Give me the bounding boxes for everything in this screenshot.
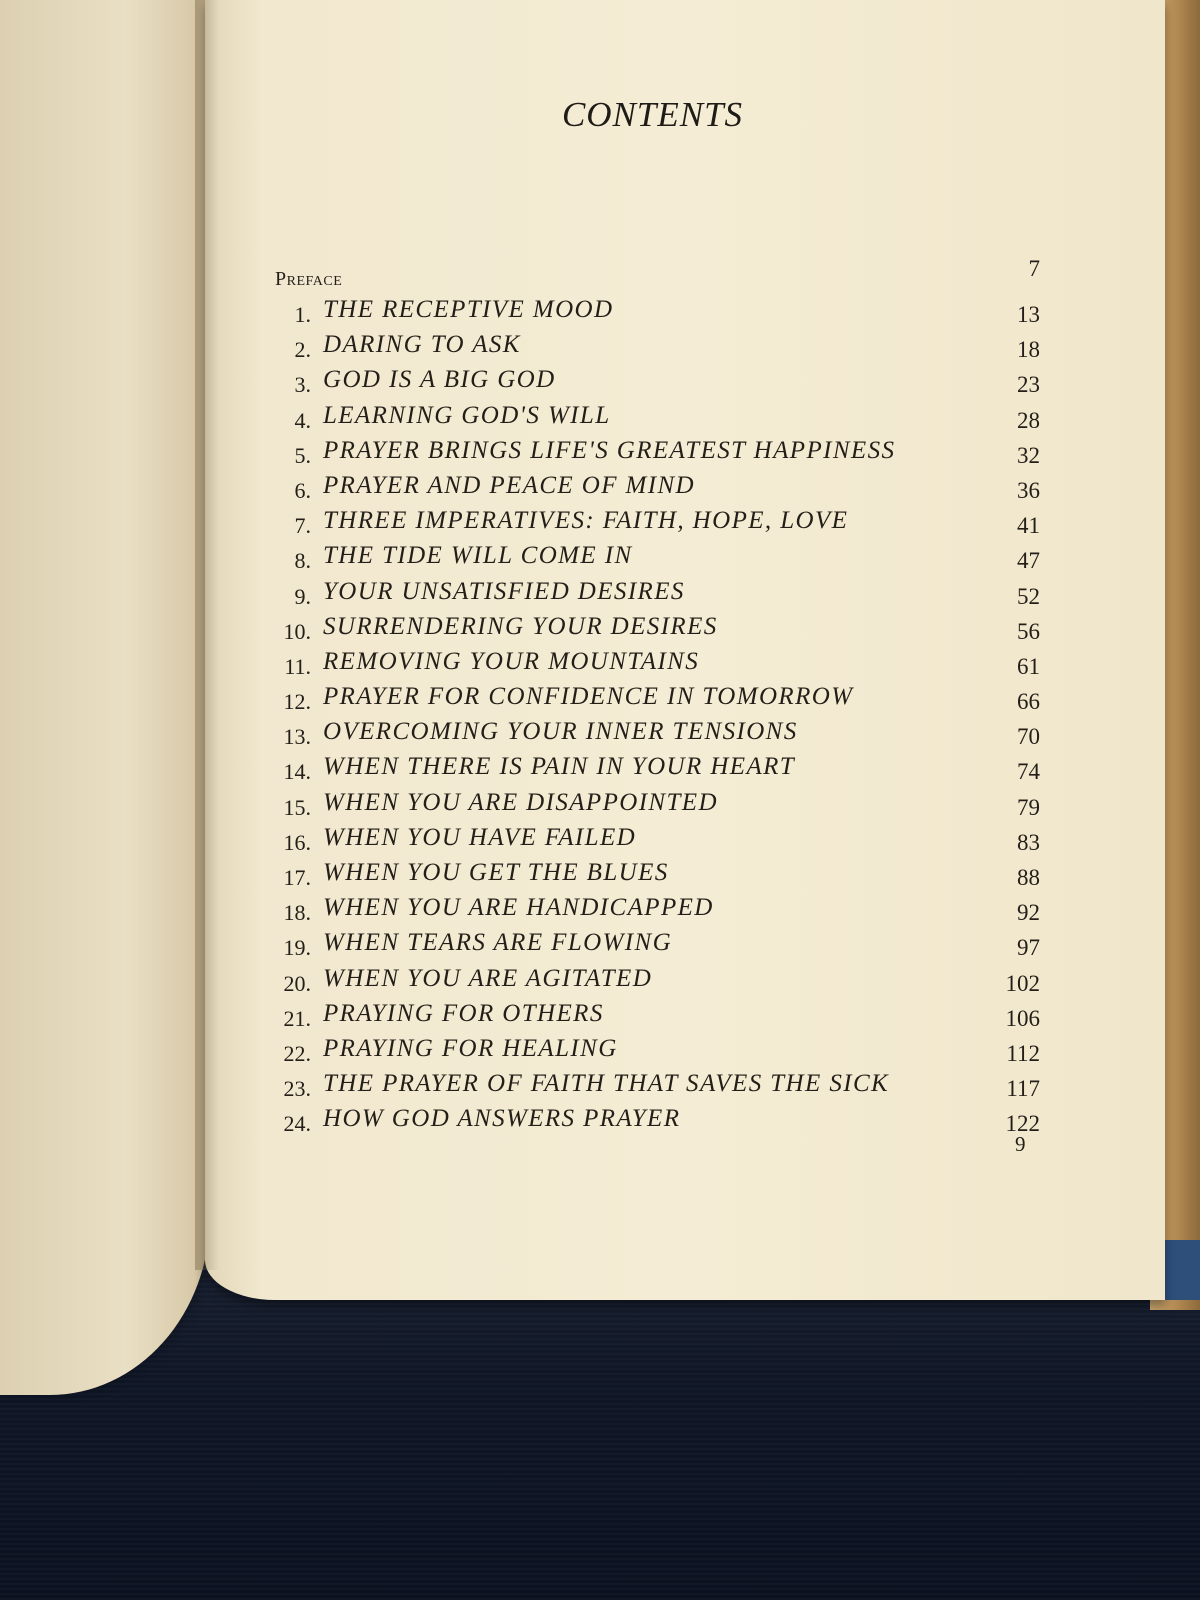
toc-entry-page: 66 (1017, 689, 1040, 715)
toc-entry (275, 681, 1040, 716)
toc-entry-number: 11. (284, 653, 311, 679)
toc-entry-title: THE TIDE WILL COME IN (323, 542, 633, 570)
toc-entry-title: PRAYING FOR OTHERS (323, 999, 604, 1027)
toc-entry-title: PRAYER BRINGS LIFE'S GREATEST HAPPINESS (323, 436, 896, 464)
toc-entry-number: 21. (283, 1005, 311, 1031)
toc-entry (275, 329, 1040, 364)
toc-entry-page: 47 (1017, 548, 1040, 574)
toc-entry-number: 8. (294, 548, 311, 574)
toc-entry-number: 9. (294, 583, 311, 609)
toc-entry (275, 400, 1040, 435)
toc-entry-title: WHEN YOU ARE DISAPPOINTED (323, 788, 718, 816)
toc-entry-title: YOUR UNSATISFIED DESIRES (323, 577, 685, 605)
toc-entry-title: WHEN YOU ARE AGITATED (323, 964, 653, 992)
toc-entry-number: 5. (294, 442, 311, 468)
toc-entry (275, 998, 1040, 1033)
toc-entry-page: 23 (1017, 372, 1040, 398)
toc-entry-page: 32 (1017, 442, 1040, 468)
page-number: 9 (1015, 1132, 1026, 1156)
toc-entry-title: DARING TO ASK (323, 331, 521, 359)
toc-entry-number: 18. (283, 900, 311, 926)
toc-entry-page: 70 (1017, 724, 1040, 750)
toc-entry-title: THREE IMPERATIVES: FAITH, HOPE, LOVE (323, 507, 849, 535)
toc-entry (275, 611, 1040, 646)
toc-entry (275, 787, 1040, 822)
toc-entry-page: 56 (1017, 618, 1040, 644)
toc-entry-number: 24. (283, 1111, 311, 1137)
toc-entry-page: 52 (1017, 583, 1040, 609)
toc-entry (275, 716, 1040, 751)
toc-entry (275, 822, 1040, 857)
toc-entry-number: 3. (294, 372, 311, 398)
toc-entry-number: 1. (294, 302, 311, 327)
toc-entry-number: 6. (294, 477, 311, 503)
toc-entry-number: 7. (294, 513, 311, 539)
toc-entry-number: 4. (294, 407, 311, 433)
toc-entry (275, 927, 1040, 962)
toc-entry (275, 857, 1040, 892)
page-gutter-shadow (195, 0, 219, 1270)
toc-entry-page: 102 (1005, 970, 1040, 996)
toc-entry-title: WHEN YOU GET THE BLUES (323, 859, 669, 886)
toc-entry-title: WHEN YOU HAVE FAILED (323, 823, 637, 851)
toc-entry-page: 13 (1017, 302, 1040, 327)
toc-entry (275, 646, 1040, 681)
left-page (0, 0, 210, 1395)
toc-entry (275, 294, 1040, 329)
toc-entry-title: PRAYER FOR CONFIDENCE IN TOMORROW (323, 683, 854, 711)
toc-entry-number: 22. (283, 1040, 311, 1066)
toc-entry-title: OVERCOMING YOUR INNER TENSIONS (323, 718, 798, 746)
toc-entry (275, 540, 1040, 575)
toc-entry-title: THE PRAYER OF FAITH THAT SAVES THE SICK (323, 1070, 890, 1098)
toc-entry-title: WHEN YOU ARE HANDICAPPED (323, 894, 714, 922)
toc-entry-number: 20. (283, 970, 311, 996)
toc-preface-page: 7 (1028, 256, 1040, 281)
toc-entry (275, 435, 1040, 470)
toc-entry-title: PRAYING FOR HEALING (323, 1034, 618, 1062)
toc-entry-page: 18 (1017, 337, 1040, 363)
toc-entry (275, 751, 1040, 786)
toc-entry (275, 364, 1040, 399)
toc-entry-number: 15. (283, 794, 311, 820)
toc-entry-page: 61 (1017, 653, 1040, 679)
toc-entry-page: 83 (1017, 829, 1040, 855)
book-cover-edge (1162, 1240, 1200, 1300)
toc-entry-page: 97 (1017, 935, 1040, 961)
toc-entry-page: 112 (1006, 1040, 1040, 1066)
toc-entry-page: 41 (1017, 513, 1040, 539)
toc-entry-page: 74 (1017, 759, 1040, 785)
toc-entry-title: HOW GOD ANSWERS PRAYER (323, 1105, 681, 1133)
toc-preface-row (275, 256, 1040, 294)
toc-entry-title: WHEN TEARS ARE FLOWING (323, 929, 673, 957)
toc-entry-title: LEARNING GOD'S WILL (323, 401, 611, 429)
toc-preface-label: Preface (275, 268, 343, 290)
table-of-contents (275, 256, 1040, 1139)
toc-entry (275, 470, 1040, 505)
toc-entry (275, 892, 1040, 927)
toc-entry (275, 1068, 1040, 1103)
toc-entry (275, 576, 1040, 611)
toc-entry-title: THE RECEPTIVE MOOD (323, 296, 614, 323)
toc-entry-title: SURRENDERING YOUR DESIRES (323, 612, 718, 640)
toc-entry-page: 36 (1017, 477, 1040, 503)
toc-entry-title: PRAYER AND PEACE OF MIND (323, 471, 695, 499)
toc-entry-page: 122 (1005, 1111, 1040, 1137)
toc-entry (275, 505, 1040, 540)
toc-entry-number: 2. (294, 337, 311, 363)
toc-entry-number: 14. (283, 759, 311, 785)
toc-entry-page: 79 (1017, 794, 1040, 820)
toc-entry-title: REMOVING YOUR MOUNTAINS (323, 647, 700, 675)
toc-entry-page: 28 (1017, 407, 1040, 433)
toc-entry-page: 106 (1005, 1005, 1040, 1031)
toc-entry-page: 92 (1017, 900, 1040, 926)
toc-entry-page: 88 (1017, 865, 1040, 890)
toc-entry (275, 1103, 1040, 1138)
toc-entry (275, 1033, 1040, 1068)
toc-entry-number: 17. (283, 865, 311, 890)
toc-entry-number: 16. (283, 829, 311, 855)
toc-entry-page: 117 (1006, 1076, 1040, 1102)
toc-entry-title: GOD IS A BIG GOD (323, 366, 556, 394)
toc-entry-title: WHEN THERE IS PAIN IN YOUR HEART (323, 753, 796, 781)
toc-entry-number: 13. (283, 724, 311, 750)
page-title: CONTENTS (561, 95, 744, 134)
toc-entry (275, 963, 1040, 998)
toc-entry-number: 10. (283, 618, 311, 644)
toc-entry-number: 12. (283, 689, 311, 715)
toc-entry-number: 19. (283, 935, 311, 961)
toc-entry-number: 23. (283, 1076, 311, 1102)
